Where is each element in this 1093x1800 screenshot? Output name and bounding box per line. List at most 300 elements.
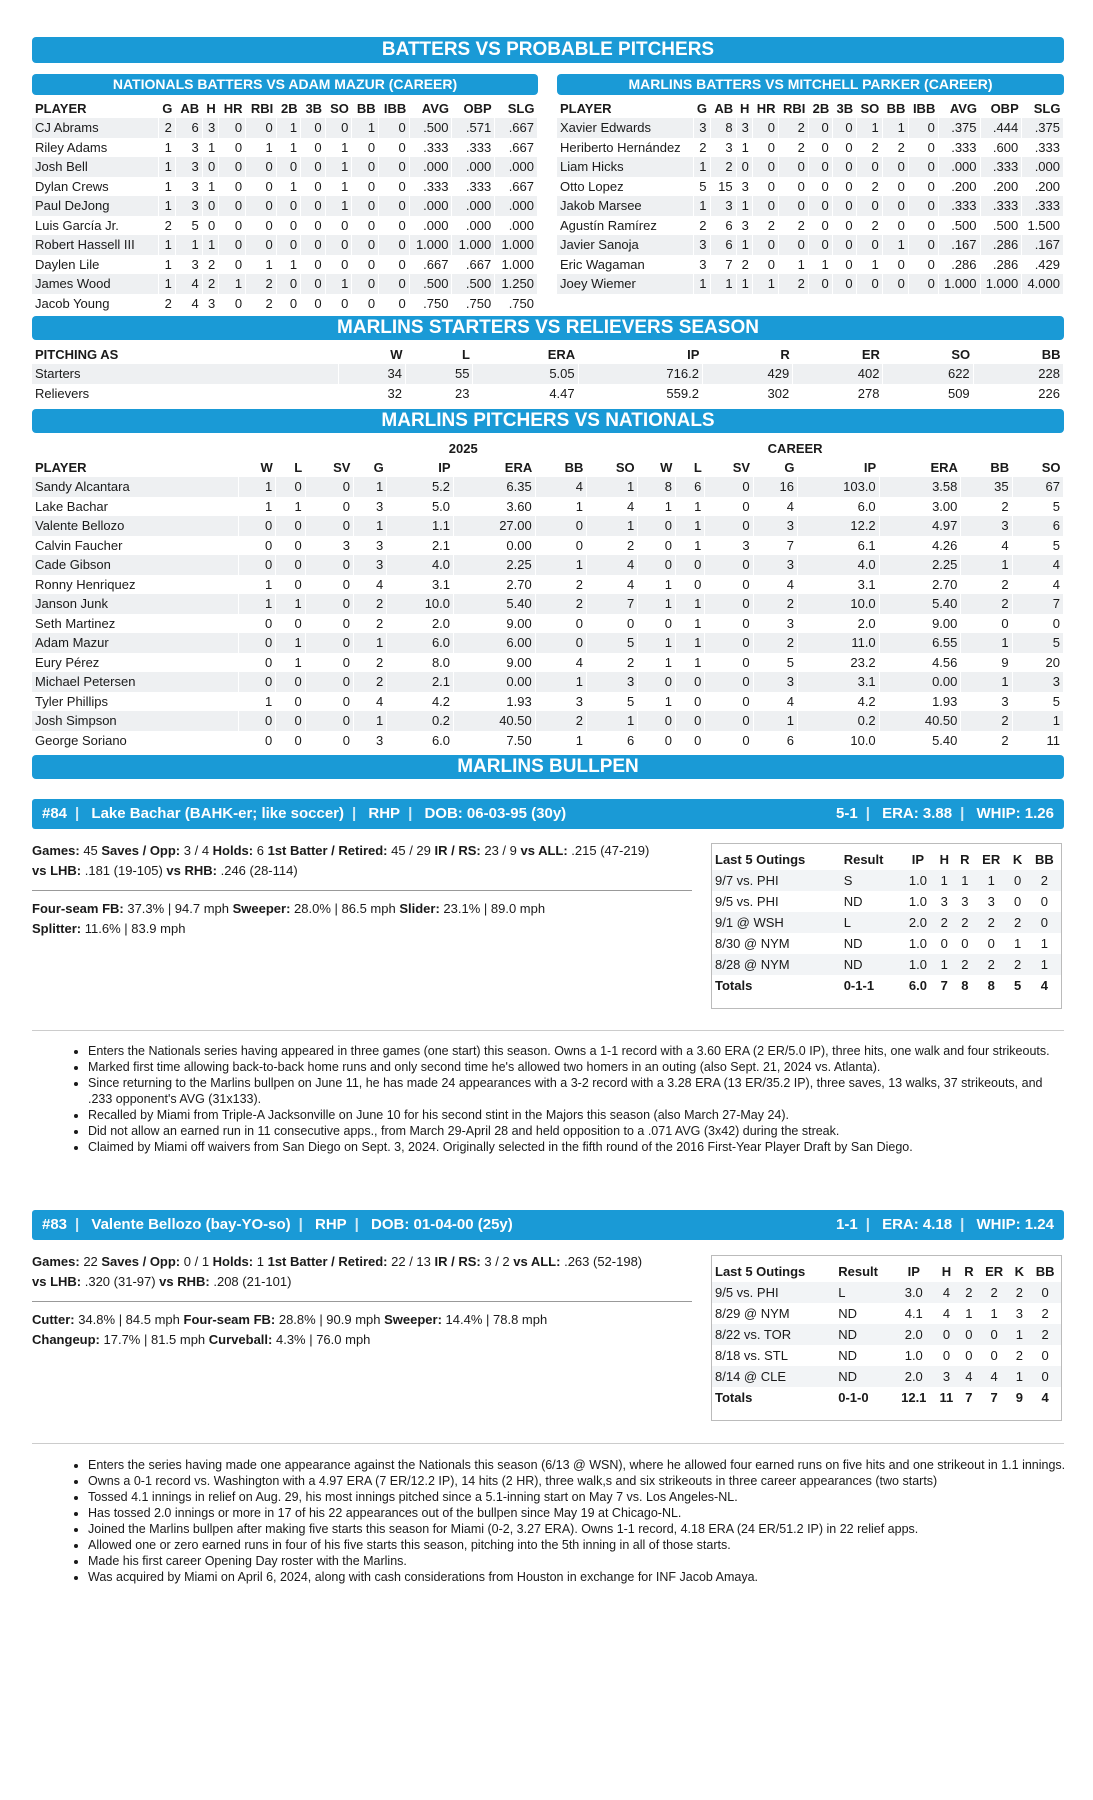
- stat-cell: 0: [246, 157, 277, 177]
- outing-stat: 2: [1007, 954, 1028, 975]
- stat-cell: 559.2: [578, 384, 702, 404]
- stat-cell: 0: [305, 516, 353, 536]
- outing-game: 8/14 @ CLE: [712, 1366, 835, 1387]
- stat-cell: 0: [638, 555, 676, 575]
- outings-header: Last 5 Outings: [715, 851, 806, 867]
- outings-header: BB: [1035, 1263, 1055, 1279]
- stat-cell: 2: [535, 594, 586, 614]
- stat-cell: 0: [675, 711, 704, 731]
- player-name-cell: Eury Pérez: [32, 653, 238, 673]
- stat-cell: 6.55: [879, 633, 961, 653]
- note-item: • Allowed one or zero earned runs in four of his five starts this season, pitching into the 5th inning in all of those starts.: [88, 1537, 1068, 1553]
- stat-value: 37.3% | 94.7 mph: [123, 901, 233, 916]
- stat-value: 23 / 9: [480, 843, 521, 858]
- stat-cell: 0: [908, 157, 938, 177]
- bachar-era: ERA: 3.88: [882, 805, 953, 822]
- stat-cell: 1: [353, 711, 386, 731]
- stat-cell: 0: [202, 157, 219, 177]
- stat-cell: 9.00: [879, 614, 961, 634]
- stat-cell: 6: [586, 731, 637, 751]
- stat-cell: 1: [238, 575, 276, 595]
- stat-cell: 1: [276, 497, 305, 517]
- stat-cell: 622: [883, 364, 973, 384]
- stat-cell: .333: [938, 138, 980, 158]
- outings-header: ER: [985, 1263, 1004, 1279]
- stat-cell: 0: [305, 731, 353, 751]
- outings-header: R: [960, 851, 970, 867]
- table-row: [32, 575, 1064, 595]
- stat-cell: 0: [808, 177, 832, 197]
- stat-cell: 0: [301, 235, 325, 255]
- stat-cell: 1: [778, 255, 808, 275]
- player-name-cell: George Soriano: [32, 731, 238, 751]
- group-career-label: CAREER: [767, 441, 823, 456]
- stat-cell: .000: [495, 216, 538, 236]
- outing-game: 9/1 @ WSH: [712, 912, 841, 933]
- stat-cell: 0: [752, 138, 778, 158]
- stat-cell: 1: [693, 157, 710, 177]
- stat-cell: 10.0: [797, 731, 879, 751]
- stat-cell: 1.000: [495, 255, 538, 275]
- stat-cell: 3: [736, 177, 752, 197]
- stat-value: 14.4% | 78.8 mph: [441, 1312, 548, 1327]
- stat-cell: 0: [352, 235, 379, 255]
- column-header: W: [260, 460, 273, 475]
- outing-stat: ND: [835, 1345, 894, 1366]
- outing-game: 9/5 vs. PHI: [712, 1282, 835, 1303]
- table-row: [32, 692, 1064, 712]
- bellozo-pitch-mix: [32, 1310, 702, 1350]
- stat-value: .215 (47-219): [567, 843, 650, 858]
- stat-cell: 1: [276, 118, 300, 138]
- outing-stat: 4.1: [894, 1303, 934, 1324]
- stat-cell: 103.0: [797, 477, 879, 497]
- outing-stat: 1: [1028, 954, 1061, 975]
- stat-cell: 0: [276, 235, 300, 255]
- bachar-record: 5-1: [836, 805, 858, 822]
- stat-cell: 0: [752, 177, 778, 197]
- stat-cell: 9.00: [454, 653, 536, 673]
- stat-value: .320 (31-97): [81, 1274, 160, 1289]
- pitchers-vs-nationals-table: [32, 439, 1064, 750]
- column-header: R: [780, 347, 790, 362]
- table-row: [32, 516, 1064, 536]
- stat-cell: 0: [908, 274, 938, 294]
- stat-cell: 1: [638, 497, 676, 517]
- stat-cell: 0: [882, 274, 908, 294]
- stat-cell: .000: [495, 196, 538, 216]
- column-header: W: [390, 347, 403, 362]
- stat-cell: 0: [301, 255, 325, 275]
- stat-cell: 2: [202, 274, 219, 294]
- outings-header: K: [1012, 851, 1023, 867]
- stat-cell: 3.1: [387, 575, 454, 595]
- stat-cell: 3: [753, 516, 797, 536]
- outing-stat: 0: [1029, 1366, 1061, 1387]
- stat-cell: 509: [883, 384, 973, 404]
- stat-cell: 1: [675, 653, 704, 673]
- stat-cell: 0: [705, 711, 753, 731]
- nationals-batters-title: NATIONALS BATTERS VS ADAM MAZUR (CAREER): [32, 74, 538, 95]
- stat-cell: 0: [219, 157, 246, 177]
- stat-cell: 0: [705, 653, 753, 673]
- stat-cell: 0: [778, 235, 808, 255]
- divider: [32, 1301, 692, 1302]
- outing-row: [712, 1303, 1061, 1324]
- column-header: BB: [990, 460, 1010, 475]
- stat-cell: 4.47: [473, 384, 578, 404]
- stat-cell: 2: [752, 216, 778, 236]
- column-header: 2B: [281, 101, 298, 116]
- stat-cell: 0: [705, 497, 753, 517]
- table-row: [32, 294, 538, 314]
- bellozo-record: 1-1: [836, 1216, 858, 1233]
- outing-stat: 0: [1028, 912, 1061, 933]
- stat-cell: 0: [535, 536, 586, 556]
- stat-cell: 0: [832, 138, 856, 158]
- stat-cell: .000: [938, 157, 980, 177]
- stat-cell: 1: [961, 672, 1012, 692]
- stat-cell: 0: [705, 477, 753, 497]
- outing-stat: 1: [1007, 933, 1028, 954]
- table-row: [32, 731, 1064, 751]
- stat-cell: 0: [778, 196, 808, 216]
- bachar-number: #84: [42, 805, 68, 822]
- stat-cell: 7: [753, 536, 797, 556]
- stat-cell: 0: [752, 157, 778, 177]
- bellozo-throws: RHP: [315, 1216, 347, 1233]
- bullpen-title: MARLINS BULLPEN: [32, 755, 1064, 779]
- stat-cell: 2: [778, 274, 808, 294]
- stat-cell: 3: [586, 672, 637, 692]
- stat-cell: 0: [276, 555, 305, 575]
- stat-cell: 5.2: [387, 477, 454, 497]
- stat-cell: 1: [736, 274, 752, 294]
- stat-cell: 3: [535, 692, 586, 712]
- outing-stat: 2: [975, 954, 1007, 975]
- note-item: • Enters the series having made one appearance against the Nationals this season (6/13 @ WSN), where he allowed four earned runs on five hits and one strikeout in 1.1 innings.: [88, 1457, 1068, 1473]
- stat-cell: 0: [325, 294, 352, 314]
- outing-stat: 1: [1010, 1366, 1030, 1387]
- stat-value: .181 (19-105): [81, 863, 167, 878]
- outing-stat: ND: [835, 1324, 894, 1345]
- stat-cell: 2.1: [387, 536, 454, 556]
- stat-cell: 0: [832, 235, 856, 255]
- table-row: [32, 594, 1064, 614]
- stat-cell: 0: [219, 118, 246, 138]
- column-header: RBI: [250, 101, 274, 116]
- column-header: H: [206, 101, 216, 116]
- stat-cell: 3: [202, 294, 219, 314]
- stat-cell: 1.000: [495, 235, 538, 255]
- player-name-cell: Starters: [32, 364, 338, 384]
- table-row: [32, 177, 538, 197]
- stat-cell: 0: [305, 692, 353, 712]
- bellozo-number: #83: [42, 1216, 68, 1233]
- stat-cell: 3: [175, 255, 202, 275]
- stat-cell: 2: [961, 711, 1012, 731]
- table-row: [32, 477, 1064, 497]
- stat-value: 0 / 1: [180, 1254, 213, 1269]
- outings-header: R: [964, 1263, 974, 1279]
- player-name-cell: Tyler Phillips: [32, 692, 238, 712]
- stat-label: IR / RS:: [434, 1254, 481, 1269]
- column-header: G: [696, 101, 707, 116]
- stat-cell: 2.70: [879, 575, 961, 595]
- stat-cell: 1: [675, 536, 704, 556]
- outing-row: [712, 1345, 1061, 1366]
- stat-cell: 1: [276, 633, 305, 653]
- stat-cell: 0: [379, 177, 410, 197]
- note-item: • Was acquired by Miami on April 6, 2024, along with cash considerations from Houston in exchange for INF Jacob Amaya.: [88, 1569, 1068, 1585]
- stat-cell: 0: [832, 196, 856, 216]
- outing-stat: 0: [1028, 891, 1061, 912]
- stat-label: Four-seam FB:: [183, 1312, 276, 1327]
- stat-cell: 0: [379, 157, 410, 177]
- column-header: G: [784, 460, 795, 475]
- stat-cell: 0: [379, 216, 410, 236]
- stat-cell: 9.00: [454, 614, 536, 634]
- column-header: IP: [863, 460, 877, 475]
- stat-cell: 5: [693, 177, 710, 197]
- bachar-season-stats: [32, 841, 702, 881]
- stat-cell: .375: [938, 118, 980, 138]
- player-name-cell: Luis García Jr.: [32, 216, 158, 236]
- totals-cell: 9: [1010, 1387, 1030, 1408]
- column-header: SO: [951, 347, 971, 362]
- stat-value: .246 (28-114): [216, 863, 298, 878]
- stat-cell: 0: [752, 196, 778, 216]
- bellozo-dob: DOB: 01-04-00 (25y): [371, 1216, 513, 1233]
- column-header: SLG: [507, 101, 535, 116]
- stat-cell: 0.00: [879, 672, 961, 692]
- stat-cell: 0: [325, 216, 352, 236]
- marlins-batters-title: MARLINS BATTERS VS MITCHELL PARKER (CAREER): [557, 74, 1064, 95]
- outing-row: [712, 1282, 1061, 1303]
- stat-cell: 0: [238, 555, 276, 575]
- stat-label: Splitter:: [32, 921, 82, 936]
- stat-cell: 0: [586, 614, 637, 634]
- stat-cell: 0: [238, 516, 276, 536]
- outing-stat: 2.0: [902, 912, 934, 933]
- table-row: [32, 653, 1064, 673]
- stat-cell: 3: [353, 536, 386, 556]
- stat-cell: 0.00: [454, 672, 536, 692]
- stat-label: Holds:: [212, 1254, 254, 1269]
- stat-cell: 1: [808, 255, 832, 275]
- stat-cell: 0: [882, 255, 908, 275]
- outing-game: 8/29 @ NYM: [712, 1303, 835, 1324]
- outings-header: K: [1014, 1263, 1025, 1279]
- stat-label: vs RHB:: [159, 1274, 210, 1289]
- stat-cell: 0: [908, 235, 938, 255]
- stat-cell: 0: [808, 274, 832, 294]
- column-header: BB: [1041, 347, 1061, 362]
- stat-cell: 0: [202, 216, 219, 236]
- stat-cell: 0: [675, 672, 704, 692]
- stat-cell: 2: [736, 255, 752, 275]
- stat-cell: 2.0: [797, 614, 879, 634]
- column-header: 3B: [305, 101, 323, 116]
- stat-cell: 7: [710, 255, 736, 275]
- stat-cell: 0: [246, 216, 277, 236]
- stat-cell: 0: [276, 294, 300, 314]
- column-header: AVG: [949, 101, 978, 116]
- stat-cell: 5: [1012, 497, 1063, 517]
- stat-cell: 1: [158, 196, 175, 216]
- stat-cell: 1.250: [495, 274, 538, 294]
- stat-cell: 1: [246, 255, 277, 275]
- bachar-last-outings: [711, 843, 1062, 1009]
- stat-label: vs LHB:: [32, 1274, 82, 1289]
- outing-game: 8/22 vs. TOR: [712, 1324, 835, 1345]
- column-header: OBP: [990, 101, 1019, 116]
- stat-cell: 1: [675, 633, 704, 653]
- outing-game: 8/28 @ NYM: [712, 954, 841, 975]
- table-row: [557, 177, 1064, 197]
- stat-cell: 0: [276, 614, 305, 634]
- stat-cell: .200: [980, 177, 1022, 197]
- stat-cell: 1.000: [452, 235, 495, 255]
- stat-cell: 7: [586, 594, 637, 614]
- stat-cell: 0: [238, 711, 276, 731]
- outing-stat: L: [841, 912, 902, 933]
- stat-label: Saves / Opp:: [101, 1254, 181, 1269]
- stat-cell: 1.93: [879, 692, 961, 712]
- stat-cell: 0: [752, 255, 778, 275]
- stat-cell: 1: [238, 477, 276, 497]
- stat-cell: 4.000: [1022, 274, 1064, 294]
- stat-cell: 0: [305, 477, 353, 497]
- stat-cell: 0: [276, 274, 300, 294]
- stat-label: Slider:: [399, 901, 440, 916]
- stat-cell: 6: [175, 118, 202, 138]
- stat-cell: 67: [1012, 477, 1063, 497]
- stat-cell: 7: [1012, 594, 1063, 614]
- stat-cell: 0: [238, 633, 276, 653]
- stat-cell: 1: [352, 118, 379, 138]
- stat-cell: 1: [675, 614, 704, 634]
- stat-cell: 3: [353, 555, 386, 575]
- stat-cell: 0: [675, 692, 704, 712]
- stat-cell: .667: [409, 255, 452, 275]
- player-name-cell: Liam Hicks: [557, 157, 693, 177]
- stat-cell: 6.00: [454, 633, 536, 653]
- stat-cell: 1.000: [409, 235, 452, 255]
- stat-cell: 1.500: [1022, 216, 1064, 236]
- totals-cell: 8: [975, 975, 1007, 996]
- stat-cell: 0: [352, 294, 379, 314]
- stat-cell: 4.2: [797, 692, 879, 712]
- stat-cell: 0: [305, 614, 353, 634]
- stat-cell: .000: [452, 216, 495, 236]
- column-header: AVG: [421, 101, 449, 116]
- outing-stat: 2: [959, 1282, 979, 1303]
- stat-cell: 0.2: [797, 711, 879, 731]
- stat-cell: 8.0: [387, 653, 454, 673]
- group-2025-label: 2025: [448, 441, 478, 456]
- starters-relievers-table: [32, 345, 1064, 403]
- outing-stat: 3: [975, 891, 1007, 912]
- stat-cell: 0: [638, 731, 676, 751]
- player-name-cell: Valente Bellozo: [32, 516, 238, 536]
- stat-cell: 3: [175, 196, 202, 216]
- stat-cell: 0: [219, 196, 246, 216]
- stat-cell: 3: [705, 536, 753, 556]
- totals-cell: 7: [959, 1387, 979, 1408]
- outing-stat: 2: [1010, 1345, 1030, 1366]
- stat-cell: 4: [175, 294, 202, 314]
- stat-cell: 1: [158, 274, 175, 294]
- outing-stat: 2: [1029, 1324, 1061, 1345]
- totals-cell: 0-1-0: [835, 1387, 894, 1408]
- outing-row: [712, 954, 1061, 975]
- stat-cell: .667: [495, 177, 538, 197]
- stat-cell: 0: [352, 196, 379, 216]
- stat-cell: 0: [301, 138, 325, 158]
- column-header: PLAYER: [35, 460, 87, 475]
- stat-cell: 1: [202, 177, 219, 197]
- player-name-cell: Otto Lopez: [557, 177, 693, 197]
- outing-game: 9/5 vs. PHI: [712, 891, 841, 912]
- nationals-batters-table: [32, 99, 538, 313]
- stat-cell: 4: [535, 477, 586, 497]
- stat-cell: 16: [753, 477, 797, 497]
- stat-cell: .200: [1022, 177, 1064, 197]
- column-header: G: [162, 101, 173, 116]
- stat-value: 3 / 4: [180, 843, 213, 858]
- column-header: W: [660, 460, 673, 475]
- stat-cell: 6.0: [797, 497, 879, 517]
- stat-cell: 2: [961, 594, 1012, 614]
- stat-cell: 0: [705, 731, 753, 751]
- player-name-cell: Lake Bachar: [32, 497, 238, 517]
- totals-cell: 5: [1007, 975, 1028, 996]
- stat-cell: 2: [856, 216, 882, 236]
- stat-cell: 3.58: [879, 477, 961, 497]
- stat-cell: 1.1: [387, 516, 454, 536]
- outing-stat: 2: [975, 912, 1007, 933]
- stat-cell: 0: [778, 157, 808, 177]
- stat-cell: 7.50: [454, 731, 536, 751]
- stat-cell: 2: [158, 118, 175, 138]
- stat-cell: 1: [752, 274, 778, 294]
- outing-stat: 1: [934, 870, 955, 891]
- stat-cell: 0: [705, 575, 753, 595]
- stat-cell: .333: [980, 196, 1022, 216]
- stat-cell: 0: [301, 118, 325, 138]
- stat-cell: 1: [1012, 711, 1063, 731]
- totals-cell: 4: [1028, 975, 1061, 996]
- outing-stat: 1.0: [902, 954, 934, 975]
- table-row: [557, 138, 1064, 158]
- stat-cell: .375: [1022, 118, 1064, 138]
- stat-cell: 1: [353, 633, 386, 653]
- stat-cell: 0: [276, 536, 305, 556]
- stat-cell: 0: [808, 235, 832, 255]
- outing-stat: 2: [1029, 1303, 1061, 1324]
- player-name-cell: Ronny Henriquez: [32, 575, 238, 595]
- column-header: SLG: [1033, 101, 1061, 116]
- stat-cell: 0: [705, 614, 753, 634]
- column-header: L: [693, 460, 702, 475]
- stat-cell: .750: [495, 294, 538, 314]
- outing-stat: 0: [975, 933, 1007, 954]
- stat-cell: 3: [753, 614, 797, 634]
- stat-cell: .333: [1022, 138, 1064, 158]
- table-row: [557, 235, 1064, 255]
- stat-cell: 0: [808, 157, 832, 177]
